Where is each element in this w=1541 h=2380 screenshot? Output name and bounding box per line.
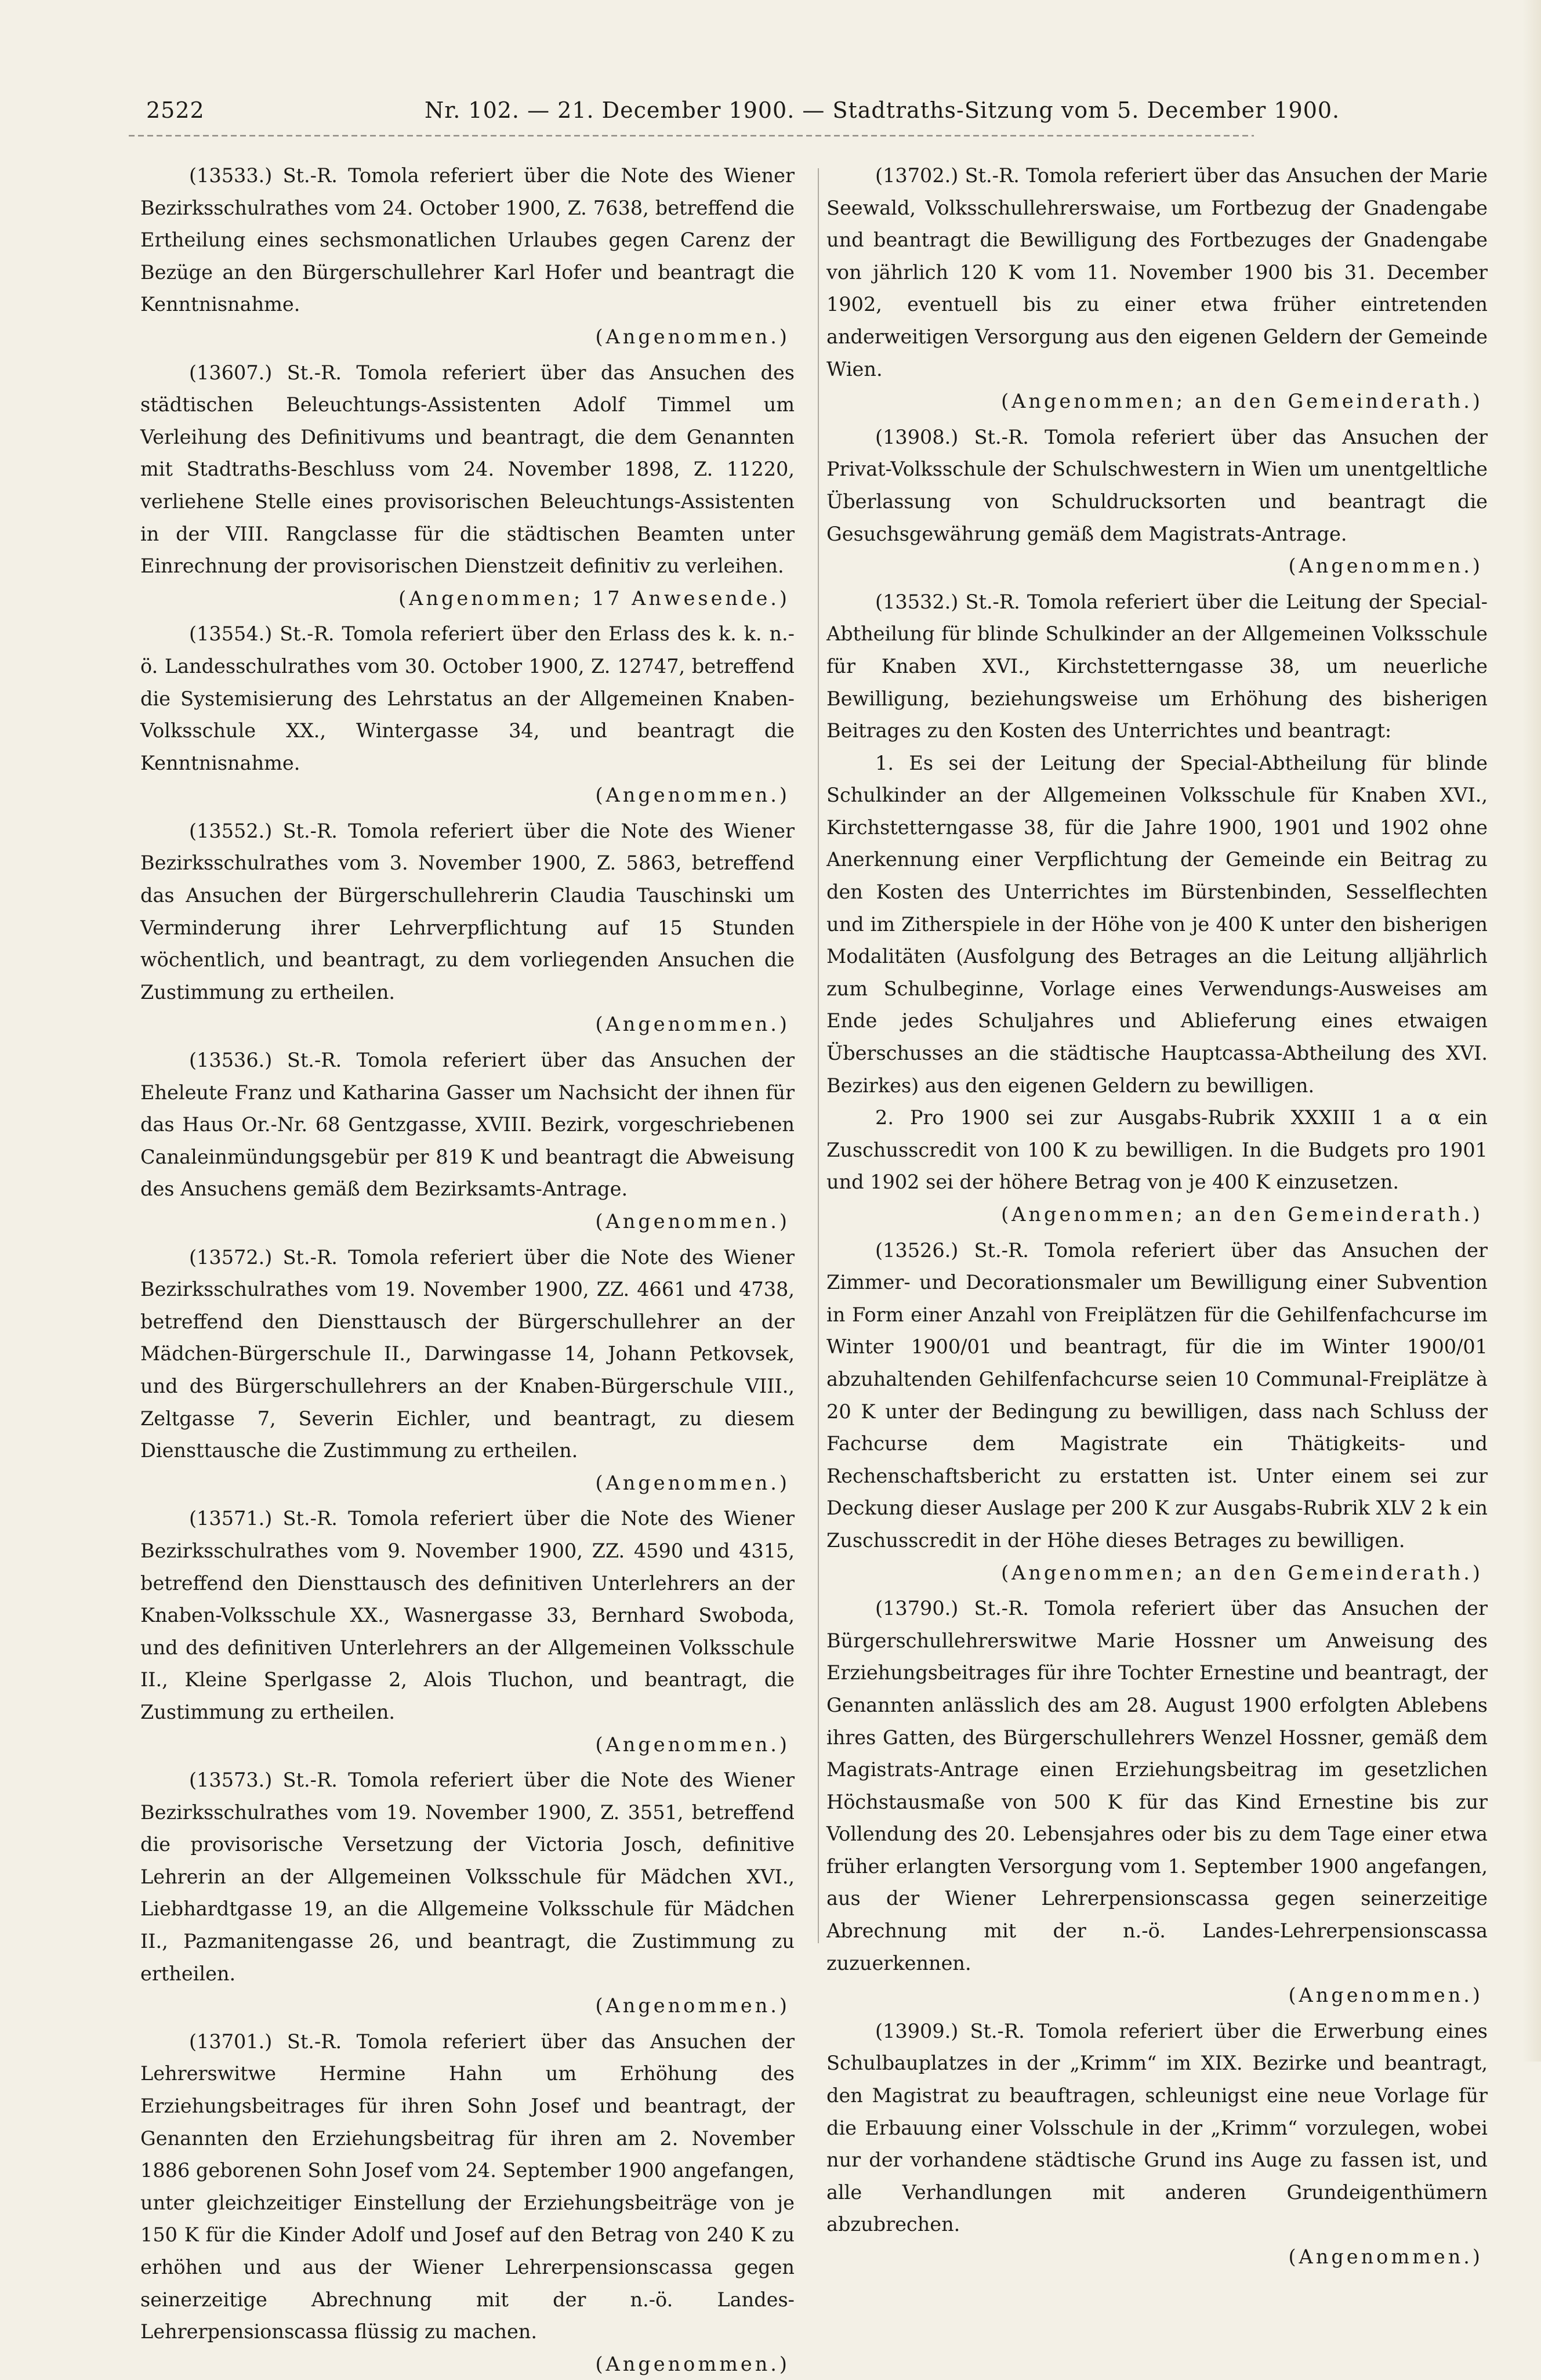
entry-text: (13571.) St.-R. Tomola referiert über die Note des Wiener Bezirksschulrathes vom 9. November 1900, ZZ. 4590 und 4315, betreffend den Diensttausch des definitiven Unterlehrers an der Knaben-Volksschule XX., Wasnergasse 33, Bernhard Swoboda, und des definitiven Unterlehrers an der Allgemeinen Volksschule II., Kleine Sperlgasse 2, Alois Tluchon, und beantragt, die Zustimmung zu ertheilen. xyxy=(140,1507,795,1723)
entry-13573 xyxy=(140,1764,795,2022)
entry-text: (13572.) St.-R. Tomola referiert über die Note des Wiener Bezirksschulrathes vom 19. November 1900, ZZ. 4661 und 4738, betreffend den Diensttausch der Bürgerschullehrer an der Mädchen-Bürgerschule II., Darwingasse 14, Johann Petkovsek, und des Bürgerschullehrers an der Knaben-Bürgerschule VIII., Zeltgasse 7, Severin Eichler, und beantragt, zu diesem Diensttausche die Zustimmung zu ertheilen. xyxy=(140,1245,795,1462)
entry-status: (Angenommen; an den Gemeinderath.) xyxy=(1001,1561,1483,1584)
entry-text: (13554.) St.-R. Tomola referiert über den Erlass des k. k. n.-ö. Landesschulrathes vom 30. October 1900, Z. 12747, betreffend die Systemisierung des Lehrstatus an der Allgemeinen Knaben-Volksschule XX., Wintergasse 34, und beantragt die Kenntnisnahme. xyxy=(140,622,795,774)
entry-status: (Angenommen.) xyxy=(595,325,790,348)
entry-text: (13536.) St.-R. Tomola referiert über das Ansuchen der Eheleute Franz und Katharina Gasser um Nachsicht der ihnen für das Haus Or.-Nr. 68 Gentzgasse, XVIII. Bezirk, vorgeschriebenen Canaleinmündungsgebür per 819 K und beantragt die Abweisung des Ansuchens gemäß dem Bezirksamts-Antrage. xyxy=(140,1049,795,1201)
entry-13552 xyxy=(140,815,795,1041)
entry-status: (Angenommen; an den Gemeinderath.) xyxy=(1001,390,1483,413)
entry-status: (Angenommen.) xyxy=(1288,555,1483,578)
entry-13701 xyxy=(140,2026,795,2380)
entry-13571 xyxy=(140,1502,795,1760)
page-header xyxy=(146,92,1340,132)
entry-status: (Angenommen.) xyxy=(595,1994,790,2017)
page-edge xyxy=(1522,0,1541,2062)
entry-13909 xyxy=(826,2015,1488,2273)
entry-status: (Angenommen.) xyxy=(595,1471,790,1494)
entry-13790 xyxy=(826,1592,1488,2012)
entry-status: (Angenommen.) xyxy=(595,1733,790,1756)
entry-text: (13790.) St.-R. Tomola referiert über das Ansuchen der Bürgerschullehrerswitwe Marie Hossner um Anweisung des Erziehungsbeitrages für ihre Tochter Ernestine und beantragt, der Genannten anlässlich des am 28. August 1900 erfolgten Ablebens ihres Gatten, des Bürgerschullehrers Wenzel Hossner, gemäß dem Magistrats-Antrage einen Erziehungsbeitrag im gesetzlichen Höchstausmaße von 500 K für das Kind Ernestine bis zur Vollendung des 20. Lebensjahres oder bis zu dem Tage einer etwa früher erlangten Versorgung vom 1. September 1900 angefangen, aus der Wiener Lehrerpensionscassa gegen seinerzeitige Abrechnung mit der n.-ö. Landes-Lehrerpensionscassa zuzuerkennen. xyxy=(826,1597,1488,1975)
entry-text: (13909.) St.-R. Tomola referiert über die Erwerbung eines Schulbauplatzes in der „Krimm“ im XIX. Bezirke und beantragt, den Magistrat zu beauftragen, schleunigst eine neue Vorlage für die Erbauung einer Volsschule in der „Krimm“ vorzulegen, wobei nur der vorhandene städtische Grund ins Auge zu fassen ist, und alle Verhandlungen mit anderen Grundeigenthümern abzubrechen. xyxy=(826,2019,1488,2236)
entry-status: (Angenommen.) xyxy=(595,784,790,807)
entry-text: (13526.) St.-R. Tomola referiert über das Ansuchen der Zimmer- und Decorationsmaler um Bewilligung einer Subvention in Form einer Anzahl von Freiplätzen für die Gehilfenfachcurse im Winter 1900/01 und beantragt, für die im Winter 1900/01 abzuhaltenden Gehilfenfachcurse seien 10 Communal-Freiplätze à 20 K unter der Bedingung zu bewilligen, dass nach Schluss der Fachcurse dem Magistrate ein Thätigkeits- und Rechenschaftsbericht zu erstatten ist. Unter einem sei zur Deckung dieser Auslage per 200 K zur Ausgabs-Rubrik XLV 2 k ein Zuschusscredit in der Höhe dieses Betrages zu bewilligen. xyxy=(826,1238,1488,1552)
entry-13908 xyxy=(826,421,1488,582)
entry-point-1: 1. Es sei der Leitung der Special-Abtheilung für blinde Schulkinder an der Allgemeinen Volksschule für Knaben XVI., Kirchstetterngasse 38, für die Jahre 1900, 1901 und 1902 ohne Anerkennung einer Verpflichtung der Gemeinde ein Beitrag zu den Kosten des Unterrichtes im Bürstenbinden, Sesselflechten und im Zitherspiele in der Höhe von je 400 K unter den bisherigen Modalitäten (Ausfolgung des Betrages an die Leitung alljährlich zum Schulbeginne, Vorlage eines Verwendungs-Ausweises am Ende jedes Schuljahres und Ablieferung eines etwaigen Überschusses an die städtische Hauptcassa-Abtheilung des XVI. Bezirkes) aus den eigenen Geldern zu bewilligen. xyxy=(826,751,1488,1097)
entry-status: (Angenommen.) xyxy=(1288,2245,1483,2268)
entry-text: (13702.) St.-R. Tomola referiert über das Ansuchen der Marie Seewald, Volksschullehrerswaise, um Fortbezug der Gnadengabe und beantragt die Bewilligung des Fortbezuges der Gnadengabe von jährlich 120 K vom 11. November 1900 bis 31. December 1902, eventuell bis zu einer etwa früher eintretenden anderweitigen Versorgung aus den eigenen Geldern der Gemeinde Wien. xyxy=(826,164,1488,381)
entry-13533 xyxy=(140,160,795,353)
left-column xyxy=(140,160,795,2375)
entry-13572 xyxy=(140,1241,795,1499)
entry-13536 xyxy=(140,1044,795,1238)
column-divider xyxy=(818,168,819,1943)
entry-status: (Angenommen.) xyxy=(1288,1984,1483,2007)
entry-13607 xyxy=(140,357,795,615)
right-column xyxy=(826,160,1488,2268)
entry-13702 xyxy=(826,160,1488,418)
entry-text: (13532.) St.-R. Tomola referiert über die Leitung der Special-Abtheilung für blinde Schulkinder an der Allgemeinen Volksschule für Knaben XVI., Kirchstetterngasse 38, um neuerliche Bewilligung, beziehungsweise um Erhöhung des bisherigen Beitrages zu den Kosten des Unterrichtes und beantragt: xyxy=(826,590,1488,742)
entry-status: (Angenommen; an den Gemeinderath.) xyxy=(1001,1203,1483,1226)
entry-text: (13607.) St.-R. Tomola referiert über das Ansuchen des städtischen Beleuchtungs-Assistenten Adolf Timmel um Verleihung des Definitivums und beantragt, die dem Genannten mit Stadtraths-Beschluss vom 24. November 1898, Z. 11220, verliehene Stelle eines provisorischen Beleuchtungs-Assistenten in der VIII. Rangclasse für die städtischen Beamten unter Einrechnung der provisorischen Dienstzeit definitiv zu verleihen. xyxy=(140,361,795,578)
entry-text: (13552.) St.-R. Tomola referiert über die Note des Wiener Bezirksschulrathes vom 3. November 1900, Z. 5863, betreffend das Ansuchen der Bürgerschullehrerin Claudia Tauschinski um Verminderung ihrer Lehrverpflichtung auf 15 Stunden wöchentlich, und beantragt, zu dem vorliegenden Ansuchen die Zustimmung zu ertheilen. xyxy=(140,819,795,1004)
entry-text: (13533.) St.-R. Tomola referiert über die Note des Wiener Bezirksschulrathes vom 24. October 1900, Z. 7638, betreffend die Ertheilung eines sechsmonatlichen Urlaubes gegen Carenz der Bezüge an den Bürgerschullehrer Karl Hofer und beantragt die Kenntnisnahme. xyxy=(140,164,795,316)
entry-status: (Angenommen; 17 Anwesende.) xyxy=(398,586,790,610)
entry-text: (13573.) St.-R. Tomola referiert über die Note des Wiener Bezirksschulrathes vom 19. November 1900, Z. 3551, betreffend die provisorische Versetzung der Victoria Josch, definitive Lehrerin an der Allgemeinen Volksschule für Mädchen XVI., Liebhardtgasse 19, an die Allgemeine Volksschule für Mädchen II., Pazmanitengasse 26, und beantragt, die Zustimmung zu ertheilen. xyxy=(140,1769,795,1985)
entry-point-2: 2. Pro 1900 sei zur Ausgabs-Rubrik XXXIII 1 a α ein Zuschusscredit von 100 K zu bewilligen. In die Budgets pro 1901 und 1902 sei der höhere Betrag von je 400 K einzusetzen. xyxy=(826,1106,1488,1194)
page-number: 2522 xyxy=(146,97,205,123)
entry-text: (13908.) St.-R. Tomola referiert über das Ansuchen der Privat-Volksschule der Schulschwestern in Wien um unentgeltliche Überlassung von Schuldrucksorten und beantragt die Gesuchsgewährung gemäß dem Magistrats-Antrage. xyxy=(826,425,1488,545)
entry-text: (13701.) St.-R. Tomola referiert über das Ansuchen der Lehrerswitwe Hermine Hahn um Erhöhung des Erziehungsbeitrages für ihren Sohn Josef und beantragt, der Genannten den Erziehungsbeitrag für ihren am 2. November 1886 geborenen Sohn Josef vom 24. September 1900 angefangen, unter gleichzeitiger Einstellung der Erziehungsbeiträge von je 150 K für die Kinder Adolf und Josef auf den Betrag von 240 K zu erhöhen und aus der Wiener Lehrerpensionscassa gegen seinerzeitige Abrechnung mit der n.-ö. Landes-Lehrerpensionscassa flüssig zu machen. xyxy=(140,2030,795,2343)
page-title: Nr. 102. — 21. December 1900. — Stadtraths-Sitzung vom 5. December 1900. xyxy=(425,97,1340,123)
entry-13554 xyxy=(140,618,795,812)
entry-status: (Angenommen.) xyxy=(595,1013,790,1036)
entry-status: (Angenommen.) xyxy=(595,1210,790,1233)
entry-status: (Angenommen.) xyxy=(595,2352,790,2375)
entry-13526 xyxy=(826,1234,1488,1589)
entry-13532 xyxy=(826,586,1488,1231)
